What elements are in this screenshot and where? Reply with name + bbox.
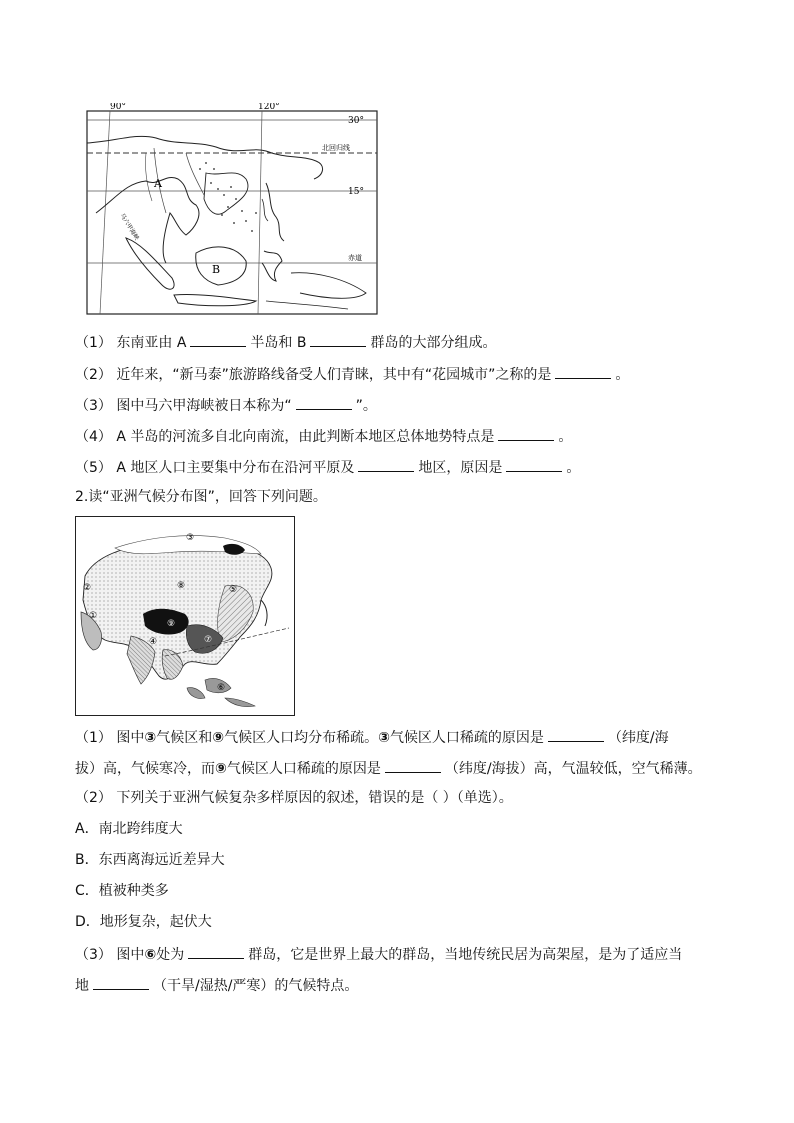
- q2-sub1-circle-3: ③: [144, 730, 157, 746]
- q2-sub1-text: （纬度/海: [607, 730, 669, 746]
- lat-15-label: 15°: [348, 187, 364, 197]
- southeast-asia-map-graphic: [86, 103, 378, 315]
- q1-item-4-text-b: 。: [558, 429, 573, 445]
- climate-label-3: ③: [185, 533, 195, 543]
- q2-option-c[interactable]: C．植被种类多: [75, 883, 169, 899]
- q2-sub3-line2: [75, 975, 358, 995]
- climate-label-8: ⑧: [176, 581, 186, 591]
- answer-blank[interactable]: [93, 975, 149, 990]
- q1-item-2-num: （2）: [75, 367, 112, 383]
- answer-blank[interactable]: [296, 395, 352, 410]
- answer-blank[interactable]: [498, 426, 554, 441]
- q2-sub3-circle-6: ⑥: [144, 947, 157, 963]
- q1-item-4: [75, 426, 572, 446]
- q1-item-2-text-b: 。: [615, 367, 630, 383]
- answer-blank[interactable]: [188, 944, 244, 959]
- climate-label-7: ⑦: [203, 635, 213, 645]
- q1-item-1-text-a: 东南亚由 A: [116, 335, 187, 351]
- q1-item-3-text-a: 图中马六甲海峡被日本称为“: [116, 398, 292, 414]
- q1-item-1-text-c: 群岛的大部分组成。: [370, 335, 497, 351]
- climate-label-4: ④: [148, 637, 158, 647]
- climate-label-5: ⑤: [228, 585, 238, 595]
- q2-sub1-text: （1） 图中: [75, 730, 145, 746]
- answer-blank[interactable]: [190, 332, 246, 347]
- q1-item-5-text-a: A 地区人口主要集中分布在沿河平原及: [116, 460, 355, 476]
- lat-30-label: 30°: [348, 116, 364, 126]
- climate-label-2: ②: [82, 583, 92, 593]
- answer-blank[interactable]: [548, 727, 604, 742]
- climate-label-9: ⑨: [166, 619, 176, 629]
- q2-sub1-text: 气候区人口均分布稀疏。: [224, 730, 379, 746]
- q2-sub3-text: 地: [75, 978, 89, 994]
- q2-sub3-text: （3） 图中: [75, 947, 145, 963]
- q2-sub1-text: （纬度/海拔）高，气温较低，空气稀薄。: [444, 761, 702, 777]
- answer-blank[interactable]: [506, 457, 562, 472]
- q1-item-5-num: （5）: [75, 460, 112, 476]
- q2-sub1-text: 气候区人口稀疏的原因是: [389, 730, 544, 746]
- q1-item-5-text-b: 地区，原因是: [418, 460, 503, 476]
- q2-sub1-text: 气候区人口稀疏的原因是: [226, 761, 381, 777]
- q2-sub3-text: 处为: [156, 947, 185, 963]
- q2-sub1-text: 拔）高，气候寒冷，而: [75, 761, 215, 777]
- answer-blank[interactable]: [555, 364, 611, 379]
- q1-item-1-num: （1）: [75, 335, 112, 351]
- answer-blank[interactable]: [385, 758, 441, 773]
- q2-sub1-circle-3b: ③: [378, 730, 390, 746]
- q2-heading: 2.读“亚洲气候分布图”，回答下列问题。: [75, 489, 327, 505]
- q2-option-d[interactable]: D．地形复杂，起伏大: [75, 914, 212, 930]
- label-a: A: [154, 177, 162, 190]
- strait-label: 马六甲海峡: [118, 212, 141, 242]
- q1-item-3-text-b: ”。: [355, 398, 377, 414]
- q2-sub1-line1: [75, 727, 669, 747]
- q2-sub1-circle-9b: ⑨: [215, 761, 227, 777]
- q2-sub1-text: 气候区和: [156, 730, 213, 746]
- q1-item-1-text-b: 半岛和 B: [250, 335, 307, 351]
- tropic-label: 北回归线: [322, 144, 350, 152]
- q1-item-3: [75, 395, 377, 415]
- answer-blank[interactable]: [358, 457, 414, 472]
- asia-climate-map-graphic: [75, 516, 295, 716]
- q1-item-4-num: （4）: [75, 429, 112, 445]
- label-b: B: [212, 263, 221, 276]
- climate-label-6: ⑥: [216, 683, 226, 693]
- q2-sub3-text: （干旱/湿热/严寒）的气候特点。: [153, 978, 359, 994]
- q1-item-2: [75, 364, 629, 384]
- q1-item-5: [75, 457, 580, 477]
- q2-sub1-line2: [75, 758, 702, 778]
- lon-120-label: 120°: [258, 103, 280, 112]
- q2-option-b[interactable]: B．东西离海远近差异大: [75, 852, 225, 868]
- q1-item-4-text-a: A 半岛的河流多自北向南流，由此判断本地区总体地势特点是: [116, 429, 495, 445]
- q2-sub3-line1: [75, 944, 682, 964]
- equator-label: 赤道: [348, 254, 362, 262]
- southeast-asia-map: [86, 103, 378, 315]
- q1-item-5-text-c: 。: [566, 460, 581, 476]
- q1-item-2-text-a: 近年来，“新马泰”旅游路线备受人们青睐，其中有“花园城市”之称的是: [116, 367, 552, 383]
- q2-sub3-text: 群岛，它是世界上最大的群岛，当地传统民居为高架屋，是为了适应当: [248, 947, 683, 963]
- lon-90-label: 90°: [110, 103, 126, 112]
- asia-climate-map: [75, 516, 295, 716]
- q1-item-1: [75, 332, 496, 352]
- climate-label-1: ①: [88, 611, 98, 621]
- answer-blank[interactable]: [310, 332, 366, 347]
- q2-sub1-circle-9: ⑨: [212, 730, 225, 746]
- q2-sub2: （2） 下列关于亚洲气候复杂多样原因的叙述，错误的是（ ）（单选）。: [75, 790, 513, 806]
- q1-item-3-num: （3）: [75, 398, 112, 414]
- q2-option-a[interactable]: A．南北跨纬度大: [75, 821, 183, 837]
